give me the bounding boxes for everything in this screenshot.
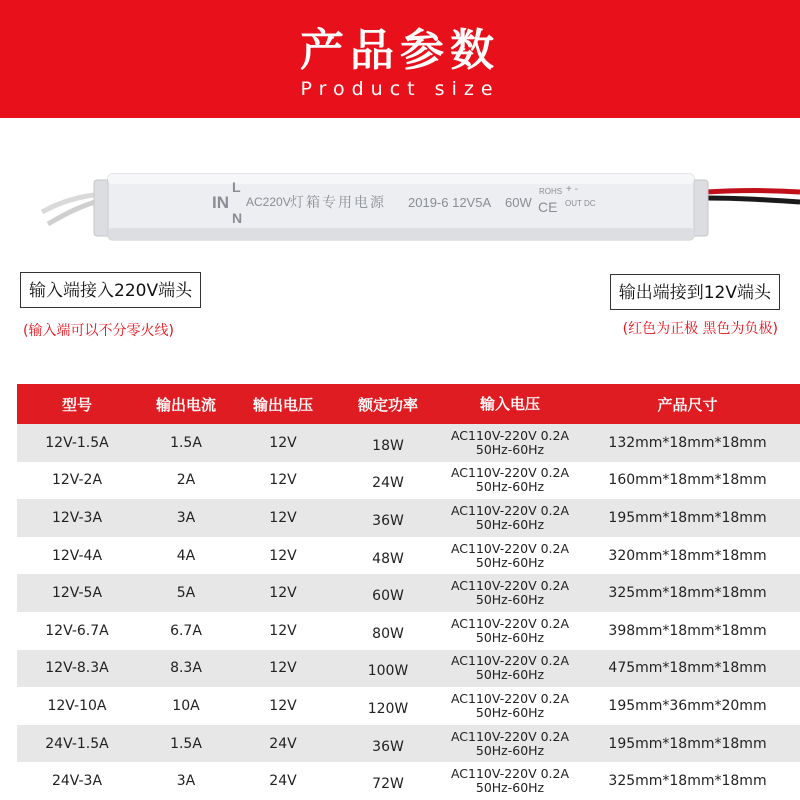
cell-input-voltage (445, 504, 575, 532)
cell-input-voltage (445, 692, 575, 720)
cell-input-voltage (445, 617, 575, 645)
input-voltage-line: AC110V-220V 0.2A (450, 427, 570, 443)
table-row (17, 574, 800, 612)
input-voltage-line: AC110V-220V 0.2A (450, 690, 570, 706)
input-voltage-line: AC110V-220V 0.2A (450, 615, 570, 631)
header-rated-power: 额定功率 (357, 395, 418, 414)
cell-dimensions: 195mm*36mm*20mm (608, 697, 767, 714)
page-title: 产品参数 (300, 25, 500, 76)
cell-dimensions: 325mm*18mm*18mm (608, 773, 767, 790)
input-frequency-line: 50Hz-60Hz (475, 554, 545, 570)
cell-model: 12V-4A (51, 547, 103, 564)
cell-dimensions: 195mm*18mm*18mm (608, 735, 767, 752)
input-voltage-line: AC110V-220V 0.2A (450, 465, 570, 481)
product-image (0, 140, 800, 250)
input-label: 输入端接入220V端头 (20, 272, 201, 308)
output-cable-red (706, 191, 800, 193)
cell-input-voltage (445, 429, 575, 457)
cell-rated-power: 100W (367, 663, 409, 680)
print-polarity: + - (566, 184, 578, 195)
print-n: N (232, 210, 243, 226)
input-voltage-line: AC110V-220V 0.2A (450, 728, 570, 744)
table-row (17, 462, 800, 500)
input-frequency-line: 50Hz-60Hz (475, 629, 545, 645)
input-voltage-line: AC110V-220V 0.2A (450, 578, 570, 594)
cell-output-voltage: 12V (269, 585, 297, 602)
cell-output-voltage: 12V (269, 697, 297, 714)
input-voltage-line: AC110V-220V 0.2A (450, 653, 570, 669)
cell-output-current: 2A (176, 472, 196, 489)
cell-dimensions: 398mm*18mm*18mm (608, 622, 767, 639)
cell-output-voltage: 12V (269, 509, 297, 526)
spec-table-header (17, 384, 800, 424)
cell-output-voltage: 12V (269, 547, 297, 564)
cell-input-voltage (445, 654, 575, 682)
table-row (17, 762, 800, 800)
output-cable-black (706, 198, 800, 202)
cell-model: 24V-1.5A (45, 735, 109, 752)
input-frequency-line: 50Hz-60Hz (475, 479, 545, 495)
cell-model: 12V-2A (51, 472, 103, 489)
table-row (17, 612, 800, 650)
cell-model: 24V-3A (51, 773, 103, 790)
cell-output-current: 1.5A (170, 735, 202, 752)
cell-output-current: 3A (176, 773, 196, 790)
cell-output-current: 10A (172, 697, 200, 714)
cell-rated-power: 72W (372, 776, 404, 793)
print-voltage: AC220V (246, 195, 291, 209)
cell-input-voltage (445, 730, 575, 758)
print-rohs: ROHS (539, 187, 563, 196)
cell-model: 12V-5A (51, 585, 103, 602)
cell-output-current: 1.5A (170, 434, 202, 451)
cell-output-current: 4A (176, 547, 196, 564)
cell-output-voltage: 12V (269, 622, 297, 639)
output-note: (红色为正极 黑色为负极) (622, 321, 778, 337)
input-frequency-line: 50Hz-60Hz (475, 742, 545, 758)
input-frequency-line: 50Hz-60Hz (475, 516, 545, 532)
table-row (17, 499, 800, 537)
input-frequency-line: 50Hz-60Hz (475, 441, 545, 457)
cell-dimensions: 195mm*18mm*18mm (608, 509, 767, 526)
cell-rated-power: 18W (372, 437, 404, 454)
cell-model: 12V-3A (51, 509, 103, 526)
cell-rated-power: 24W (372, 475, 404, 492)
input-voltage-line: AC110V-220V 0.2A (450, 540, 570, 556)
cell-output-current: 5A (176, 585, 196, 602)
cell-dimensions: 325mm*18mm*18mm (608, 585, 767, 602)
header-dimensions: 产品尺寸 (657, 395, 718, 414)
cell-rated-power: 80W (372, 625, 404, 642)
cell-rated-power: 48W (372, 550, 404, 567)
spec-table-body (17, 424, 800, 800)
cell-output-current: 6.7A (170, 622, 202, 639)
cell-output-voltage: 12V (269, 660, 297, 677)
print-out: OUT DC (565, 199, 596, 208)
table-row (17, 424, 800, 462)
cell-output-voltage: 24V (269, 735, 297, 752)
cell-rated-power: 36W (372, 738, 404, 755)
cell-dimensions: 320mm*18mm*18mm (608, 547, 767, 564)
table-row (17, 725, 800, 763)
print-l: L (232, 179, 241, 195)
cell-output-current: 3A (176, 509, 196, 526)
cell-output-voltage: 12V (269, 472, 297, 489)
header-output-voltage: 输出电压 (252, 395, 313, 414)
header-banner (0, 0, 800, 118)
header-output-current: 输出电流 (155, 395, 216, 414)
print-ce: CE (538, 199, 558, 215)
input-frequency-line: 50Hz-60Hz (475, 780, 545, 796)
cell-model: 12V-8.3A (45, 660, 109, 677)
cell-input-voltage (445, 767, 575, 795)
cell-output-voltage: 12V (269, 434, 297, 451)
header-model: 型号 (61, 395, 92, 414)
cell-rated-power: 60W (372, 588, 404, 605)
input-frequency-line: 50Hz-60Hz (475, 704, 545, 720)
input-voltage-line: AC110V-220V 0.2A (450, 766, 570, 782)
table-row (17, 537, 800, 575)
output-label: 输出端接到12V端头 (610, 274, 780, 310)
table-row (17, 687, 800, 725)
cell-output-voltage: 24V (269, 773, 297, 790)
cell-dimensions: 475mm*18mm*18mm (608, 660, 767, 677)
cell-dimensions: 160mm*18mm*18mm (608, 472, 767, 489)
input-frequency-line: 50Hz-60Hz (475, 667, 545, 683)
cell-output-current: 8.3A (170, 660, 202, 677)
page-subtitle: Product size (300, 78, 500, 100)
cell-rated-power: 120W (367, 700, 409, 717)
print-power: 60W (505, 195, 532, 210)
header-input-voltage: 输入电压 (479, 395, 540, 413)
print-spec: 2019-6 12V5A (408, 195, 492, 210)
cell-input-voltage (445, 466, 575, 494)
input-note: (输入端可以不分零火线) (23, 323, 174, 339)
table-row (17, 650, 800, 688)
cell-rated-power: 36W (372, 512, 404, 529)
print-name: 灯箱专用电源 (290, 195, 386, 211)
input-frequency-line: 50Hz-60Hz (475, 592, 545, 608)
cell-input-voltage (445, 542, 575, 570)
cell-model: 12V-1.5A (45, 434, 109, 451)
cell-model: 12V-6.7A (45, 622, 109, 639)
cell-model: 12V-10A (47, 697, 107, 714)
cell-dimensions: 132mm*18mm*18mm (608, 434, 767, 451)
spec-table (17, 384, 800, 800)
print-in: IN (212, 193, 229, 212)
input-voltage-line: AC110V-220V 0.2A (450, 502, 570, 518)
cell-input-voltage (445, 579, 575, 607)
